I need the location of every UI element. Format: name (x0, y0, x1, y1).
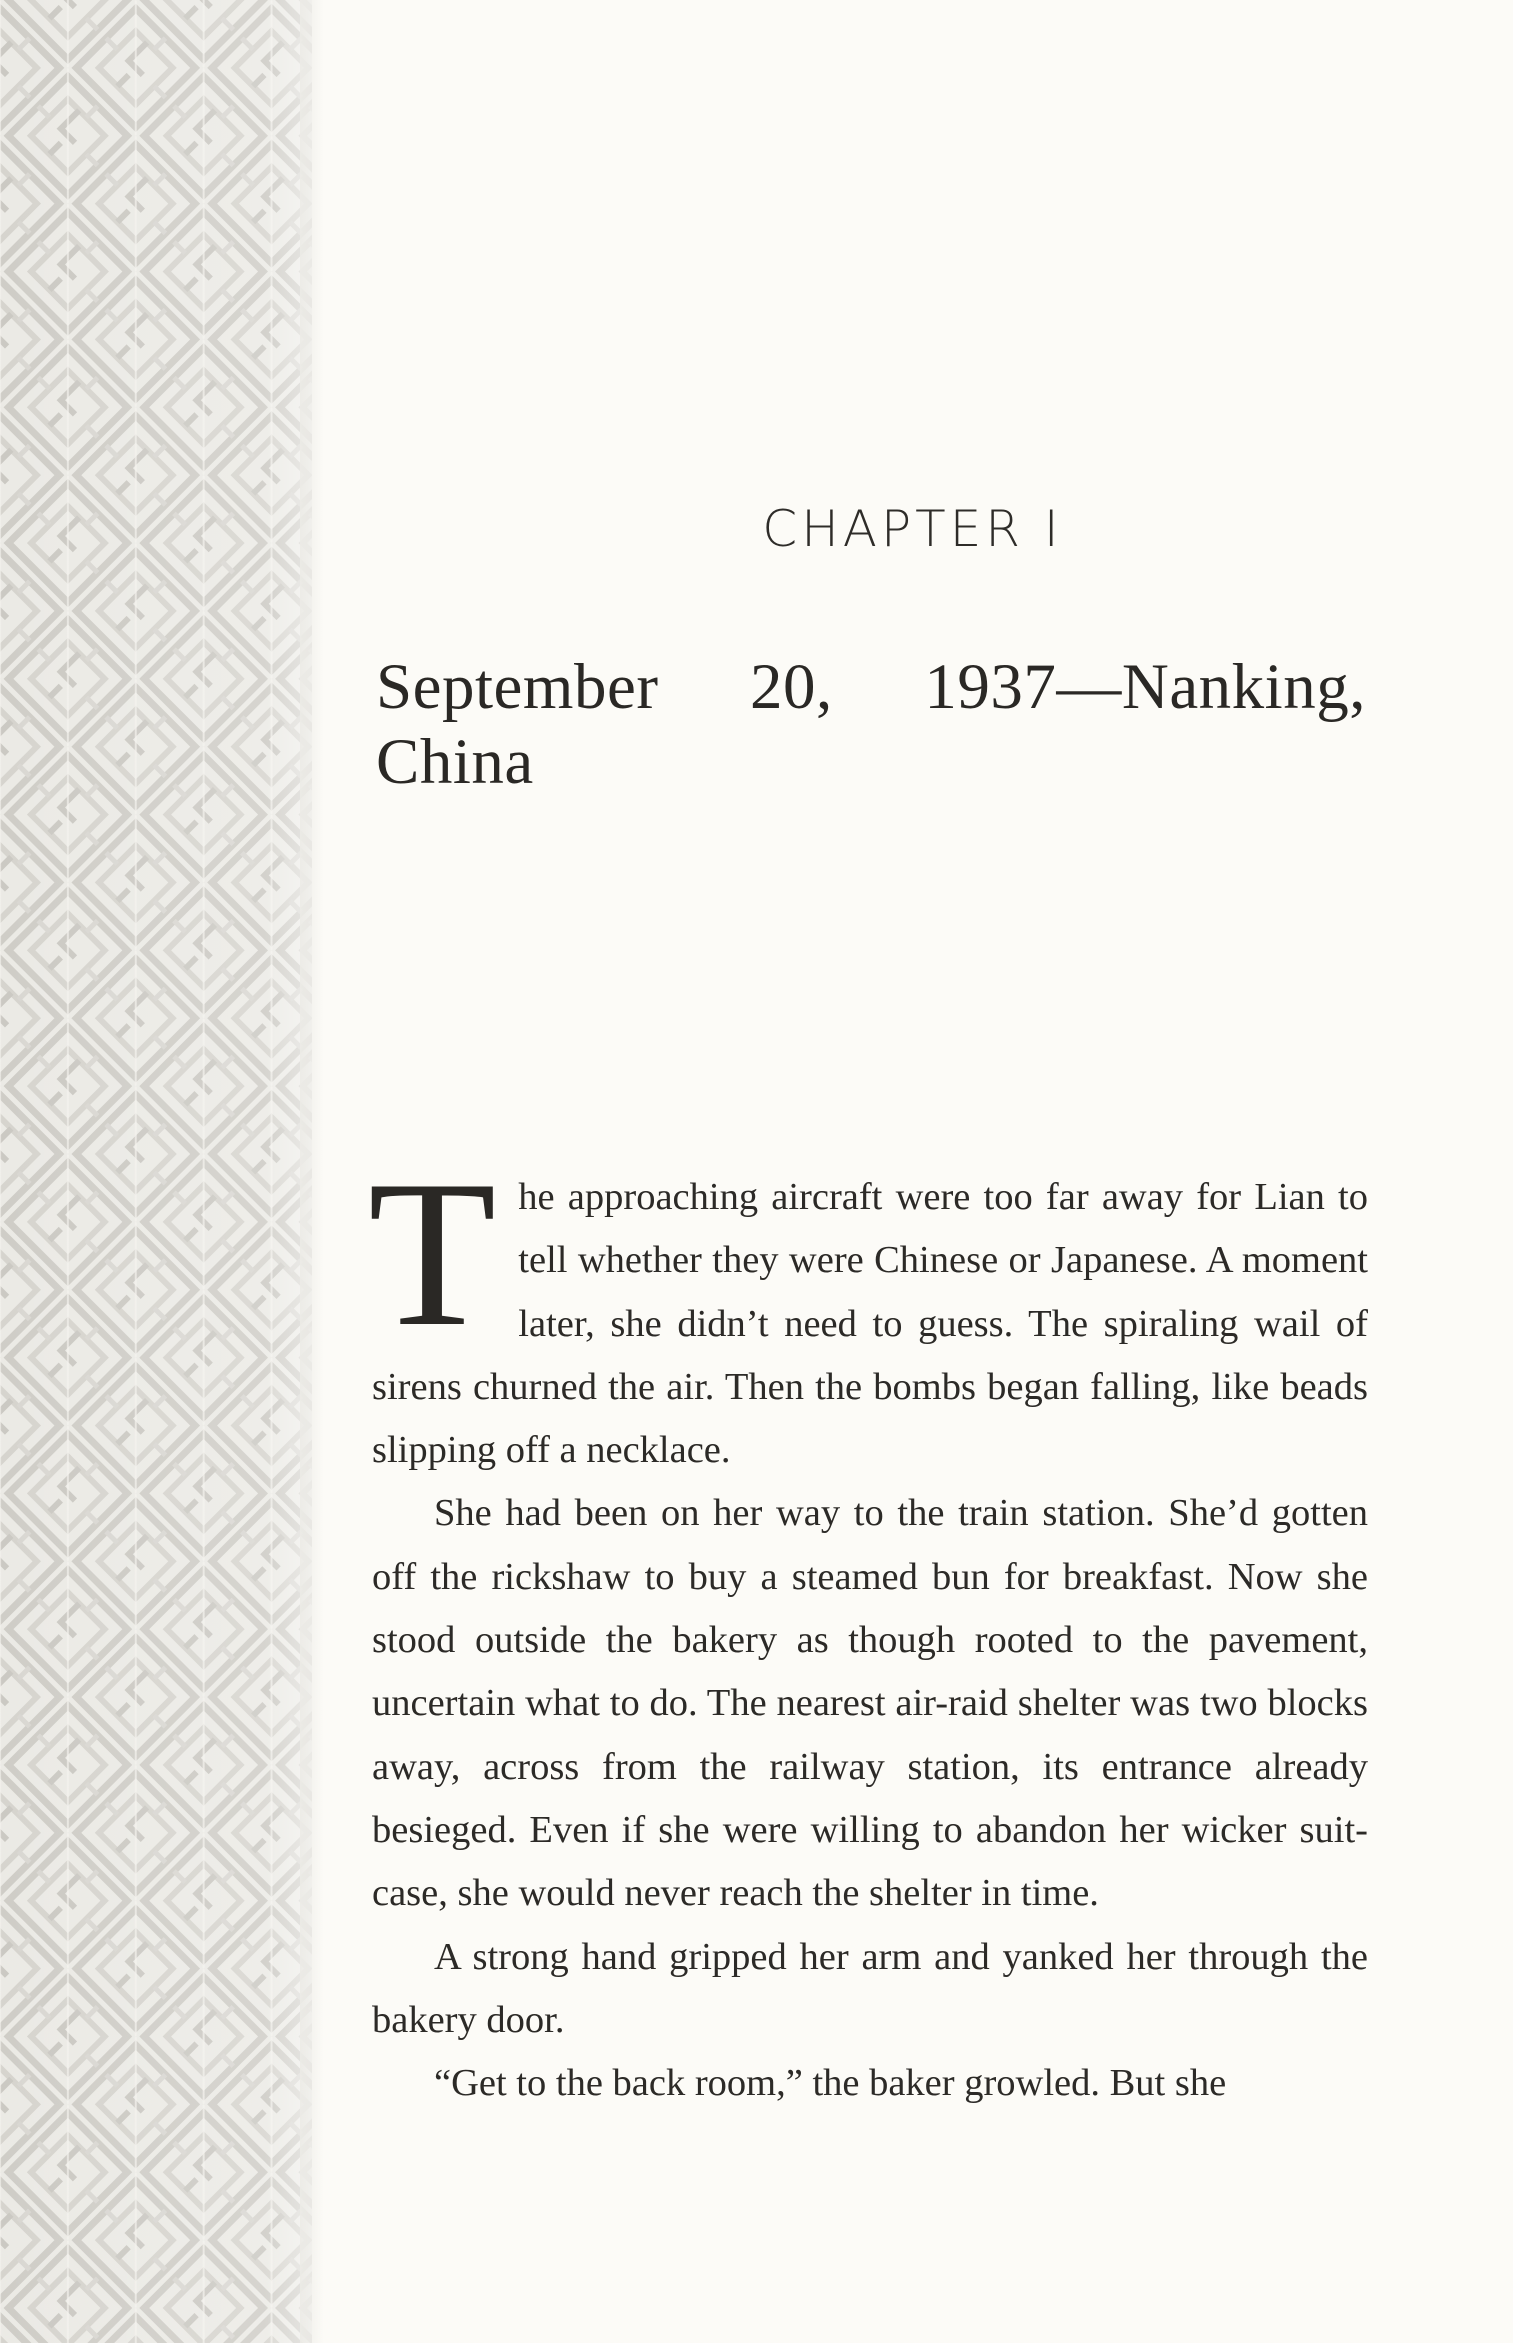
chapter-label: CHAPTER I (762, 500, 1063, 558)
paragraph-2: She had been on her way to the train station. She’d gotten off the rickshaw to buy a steamed bun for breakfast. Now she stood outside the bakery as though rooted to the pavement, uncertain what to do. The nearest air-raid shelter was two blocks away, across from the railway station, its entrance already besieged. Even if she were willing to abandon her wicker suitcase, she would never reach the shelter in time. (372, 1492, 1368, 1915)
paragraph-3: A strong hand gripped her arm and yanked her through the bakery door. (372, 1935, 1368, 2041)
pattern-edge-fade (300, 0, 324, 2343)
chapter-body-text (368, 1138, 1368, 2115)
chapter-title: September 20, 1937—Nanking, China (376, 651, 1366, 798)
paragraph-1 (368, 1138, 1368, 1482)
paragraph-4: “Get to the back room,” the baker growled. But she (434, 2062, 1227, 2105)
drop-cap-letter: T (368, 1138, 497, 1370)
decorative-fret-pattern-border (0, 0, 312, 2343)
fret-pattern-graphic (0, 0, 312, 2343)
paragraph-1-text: he approaching aircraft were too far away for Lian to tell whether they were Chinese or Japanese. A moment later, she didn’t need to guess. The spiraling wail of sirens churned the air. Then the bombs began falling, like beads slipping off a necklace. (372, 1176, 1368, 1472)
